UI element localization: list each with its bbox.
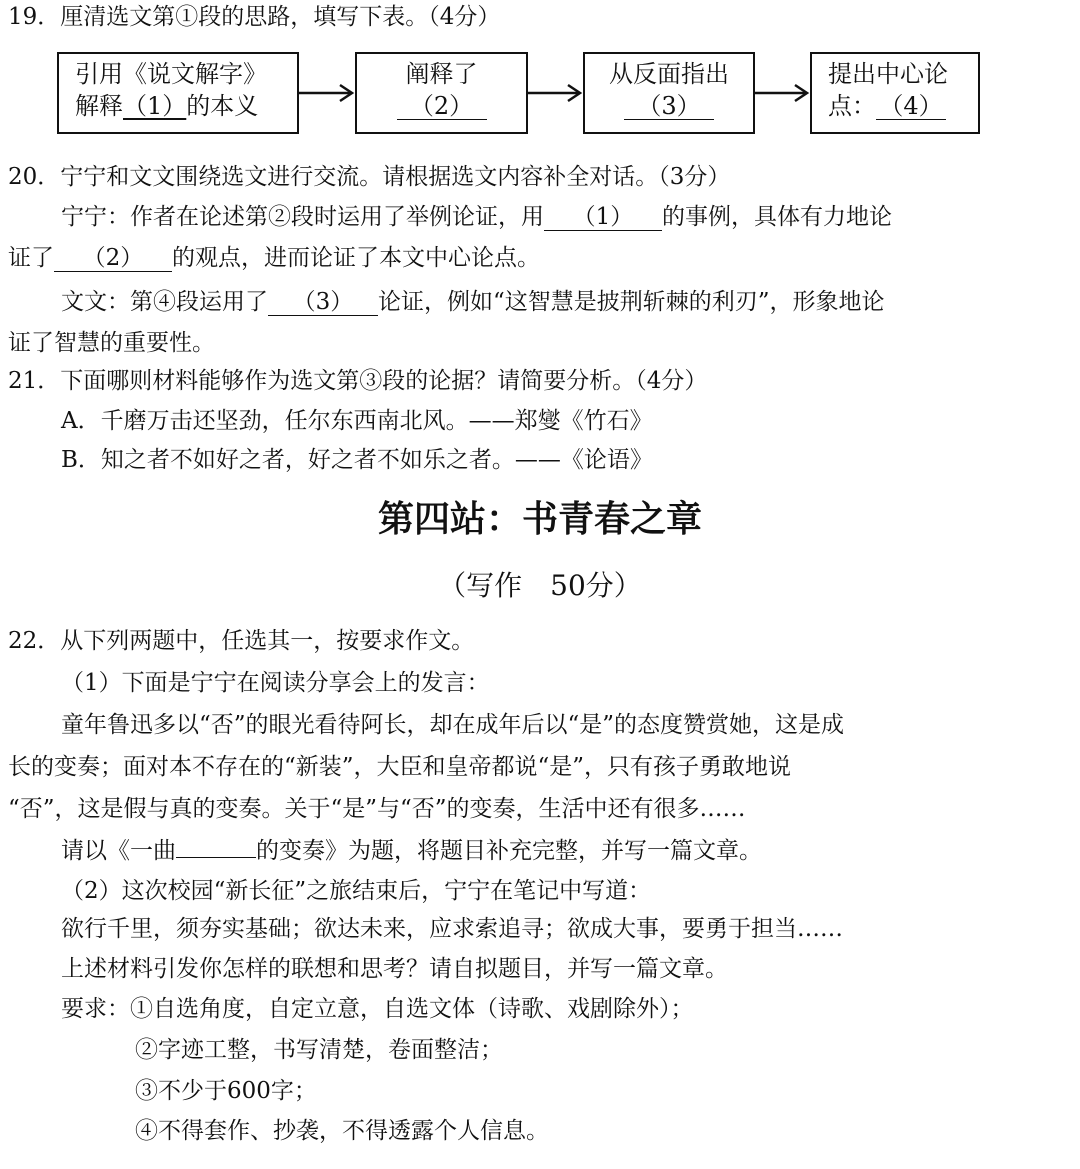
q22-requirement-3: ③不少于600字；	[135, 1078, 317, 1104]
flow-box-1-line2: 解释（1）的本义	[75, 92, 259, 120]
q19-stem: 19．厘清选文第①段的思路，填写下表。（4分）	[8, 4, 501, 30]
q21-option-a: A．千磨万击还坚劲，任尔东西南北风。——郑燮《竹石》	[61, 408, 653, 434]
q22-stem: 22．从下列两题中，任选其一，按要求作文。	[8, 628, 475, 654]
q21-option-b: B．知之者不如好之者，好之者不如乐之者。——《论语》	[61, 447, 653, 473]
flow-box-4-line1: 提出中心论	[828, 60, 948, 88]
q22-prompt2-task: 上述材料引发你怎样的联想和思考？请自拟题目，并写一篇文章。	[61, 956, 728, 982]
section-title: 第四站：书青春之章	[377, 499, 702, 540]
q22-prompt2-line1: 欲行千里，须夯实基础；欲达未来，应求索追寻；欲成大事，要勇于担当……	[61, 916, 843, 942]
blank-20-1: （1）	[544, 204, 662, 231]
blank-20-3: （3）	[268, 289, 378, 316]
q20-line1: 宁宁：作者在论述第②段时运用了举例论证，用 （1） 的事例，具体有力地论	[61, 204, 892, 230]
q20-line2: 证了 （2） 的观点，进而论证了本文中心论点。	[8, 245, 540, 271]
q22-requirement-4: ④不得套作、抄袭，不得透露个人信息。	[135, 1118, 549, 1144]
blank-19-1: （1）	[123, 92, 187, 120]
q22-prompt1-line3: “否”，这是假与真的变奏。关于“是”与“否”的变奏，生活中还有很多……	[8, 796, 746, 822]
section-subtitle: （写作 50分）	[438, 569, 642, 602]
flow-arrows	[0, 0, 1080, 160]
flow-box-1-line1: 引用《说文解字》	[75, 60, 267, 88]
q22-prompt1-head: （1）下面是宁宁在阅读分享会上的发言：	[61, 670, 490, 696]
blank-22-title	[176, 857, 256, 858]
q22-prompt1-line2: 长的变奏；面对本不存在的“新装”，大臣和皇帝都说“是”，只有孩子勇敢地说	[8, 754, 792, 780]
flow-box-4-line2: 点： （4）	[828, 90, 962, 122]
q20-line3: 文文：第④段运用了 （3） 论证，例如“这智慧是披荆斩棘的利刃”，形象地论	[61, 289, 885, 315]
blank-20-2: （2）	[54, 245, 172, 272]
q22-prompt1-line1: 童年鲁迅多以“否”的眼光看待阿长，却在成年后以“是”的态度赞赏她，这是成	[61, 712, 845, 738]
q22-prompt1-task: 请以《一曲 的变奏》为题，将题目补充完整，并写一篇文章。	[61, 838, 762, 864]
q20-line4: 证了智慧的重要性。	[8, 330, 215, 356]
q21-stem: 21．下面哪则材料能够作为选文第③段的论据？请简要分析。（4分）	[8, 368, 708, 394]
blank-19-4: （4）	[876, 93, 946, 120]
flow-box-3-line1: 从反面指出	[609, 60, 729, 88]
blank-19-3: （3）	[624, 93, 714, 120]
flow-box-2-line1: 阐释了	[405, 60, 478, 88]
q22-requirement-1: 要求：①自选角度，自定立意，自选文体（诗歌、戏剧除外）；	[61, 996, 694, 1022]
q20-stem: 20．宁宁和文文围绕选文进行交流。请根据选文内容补全对话。（3分）	[8, 164, 731, 190]
q22-prompt2-head: （2）这次校园“新长征”之旅结束后，宁宁在笔记中写道：	[61, 878, 652, 904]
blank-19-2: （2）	[397, 93, 487, 120]
q22-requirement-2: ②字迹工整，书写清楚，卷面整洁；	[135, 1037, 503, 1063]
